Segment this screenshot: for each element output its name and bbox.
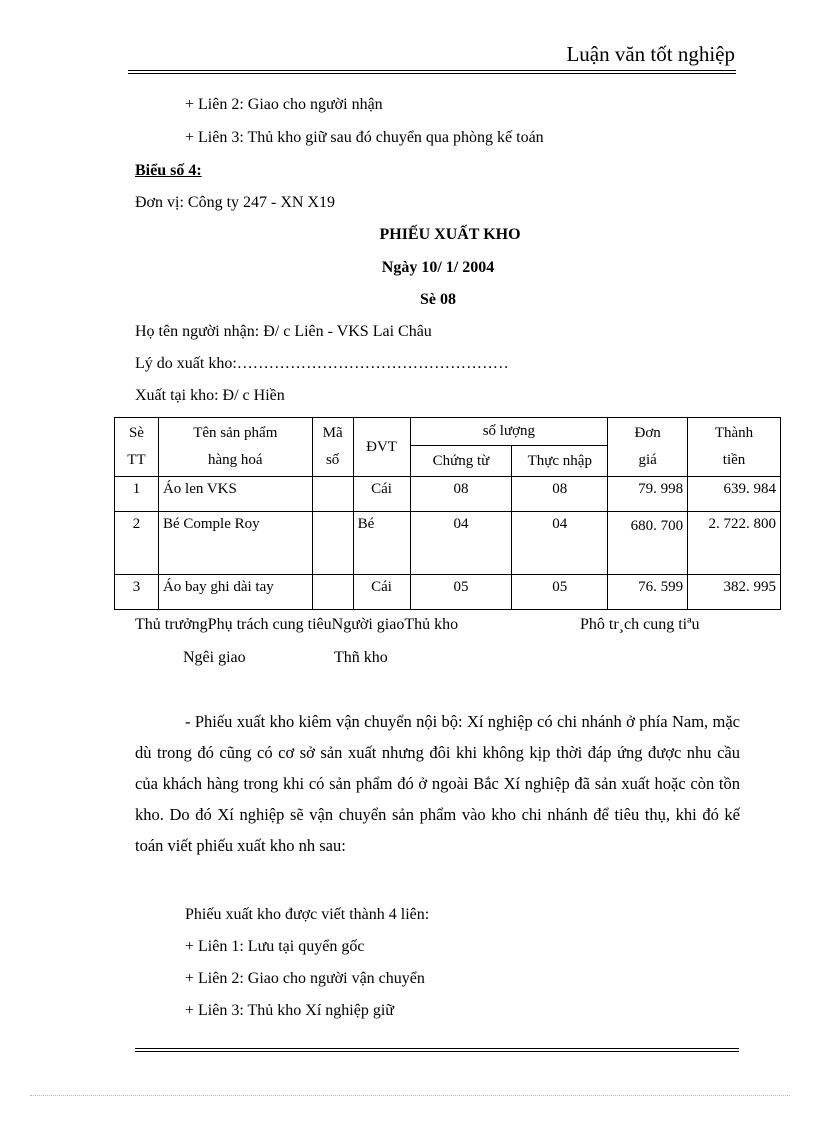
header-amount: Thành tiền: [688, 418, 781, 477]
cell-stt: 1: [115, 477, 159, 512]
cell-qty-doc: 05: [410, 575, 512, 610]
cell-qty-actual: 05: [512, 575, 608, 610]
cell-name: Áo len VKS: [158, 477, 312, 512]
footer-rule: [135, 1048, 739, 1052]
cell-code: [312, 512, 353, 575]
cell-price: 680. 700: [608, 512, 688, 575]
cell-price: 79. 998: [608, 477, 688, 512]
signature-line-2b: Thñ kho: [334, 649, 388, 666]
cell-code: [312, 575, 353, 610]
body-paragraph: - Phiếu xuất kho kiêm vận chuyển nội bộ: Xí nghiệp có chi nhánh ở phía Nam, mặc dù trong đó cũng có cơ sở sản xuất nhưng đôi khi không kịp thời đáp ứng được nhu cầu của khách hàng trong khi có sản phẩm đó ở ngoài Bắc Xí nghiệp đã sản xuất hoặc còn tồn kho. Do đó Xí nghiệp sẽ vận chuyển sản phẩm vào kho chi nhánh để tiêu thụ, khi đó kế toán viết phiếu xuất kho nh sau:: [135, 712, 740, 855]
closing-line-2: + Liên 1: Lưu tại quyển gốc: [185, 938, 365, 955]
header-code: Mã số: [312, 418, 353, 477]
cell-amount: 639. 984: [688, 477, 781, 512]
goods-table: [114, 417, 781, 610]
table-row: [115, 512, 781, 575]
header-qty-doc: Chứng từ: [410, 446, 512, 477]
header-rule: [128, 70, 736, 74]
cell-unit: Cái: [353, 575, 410, 610]
cell-price: 76. 599: [608, 575, 688, 610]
signature-line-2a: Ngêi giao: [183, 649, 246, 666]
header-quantity: số lượng: [410, 418, 608, 446]
header-price: Đơn giá: [608, 418, 688, 477]
cell-stt: 3: [115, 575, 159, 610]
page-edge-divider: [30, 1095, 790, 1096]
header-stt: Sè TT: [115, 418, 159, 477]
cell-code: [312, 477, 353, 512]
intro-line-2: + Liên 3: Thủ kho giữ sau đó chuyển qua phòng kế toán: [185, 129, 544, 146]
slip-number: Sè 08: [420, 291, 456, 308]
header-qty-actual: Thực nhập: [512, 446, 608, 477]
cell-qty-actual: 04: [512, 512, 608, 575]
cell-stt: 2: [115, 512, 159, 575]
form-label: Biểu số 4:: [135, 162, 202, 179]
cell-qty-doc: 08: [410, 477, 512, 512]
signature-line-1-right: Phô tr¸ch cung tiªu: [580, 616, 700, 633]
header-unit: ĐVT: [353, 418, 410, 477]
signature-line-1: Thủ trưởngPhụ trách cung tiêuNgười giaoThủ kho: [135, 616, 459, 633]
header-title: Luận văn tốt nghiệp: [566, 42, 735, 66]
closing-line-3: + Liên 2: Giao cho người vận chuyển: [185, 970, 425, 987]
unit-line: Đơn vị: Công ty 247 - XN X19: [135, 194, 336, 211]
reason-line: Lý do xuất kho:……………………………………………: [135, 355, 509, 372]
cell-unit: Cái: [353, 477, 410, 512]
warehouse-line: Xuất tại kho: Đ/ c Hiền: [135, 387, 285, 404]
cell-qty-doc: 04: [410, 512, 512, 575]
cell-name: Áo bay ghi dài tay: [158, 575, 312, 610]
closing-line-4: + Liên 3: Thủ kho Xí nghiệp giữ: [185, 1002, 394, 1019]
slip-title: PHIẾU XUẤT KHO: [379, 226, 521, 243]
cell-name: Bé Comple Roy: [158, 512, 312, 575]
header-name: Tên sản phẩm hàng hoá: [158, 418, 312, 477]
table-row: [115, 477, 781, 512]
receiver-line: Họ tên người nhận: Đ/ c Liên - VKS Lai Châu: [135, 323, 432, 340]
slip-date: Ngày 10/ 1/ 2004: [381, 259, 495, 276]
cell-qty-actual: 08: [512, 477, 608, 512]
table-row: [115, 575, 781, 610]
intro-line-1: + Liên 2: Giao cho người nhận: [185, 96, 383, 113]
cell-amount: 2. 722. 800: [688, 512, 781, 575]
cell-amount: 382. 995: [688, 575, 781, 610]
closing-line-1: Phiếu xuất kho được viết thành 4 liên:: [185, 906, 430, 923]
cell-unit: Bé: [353, 512, 410, 575]
